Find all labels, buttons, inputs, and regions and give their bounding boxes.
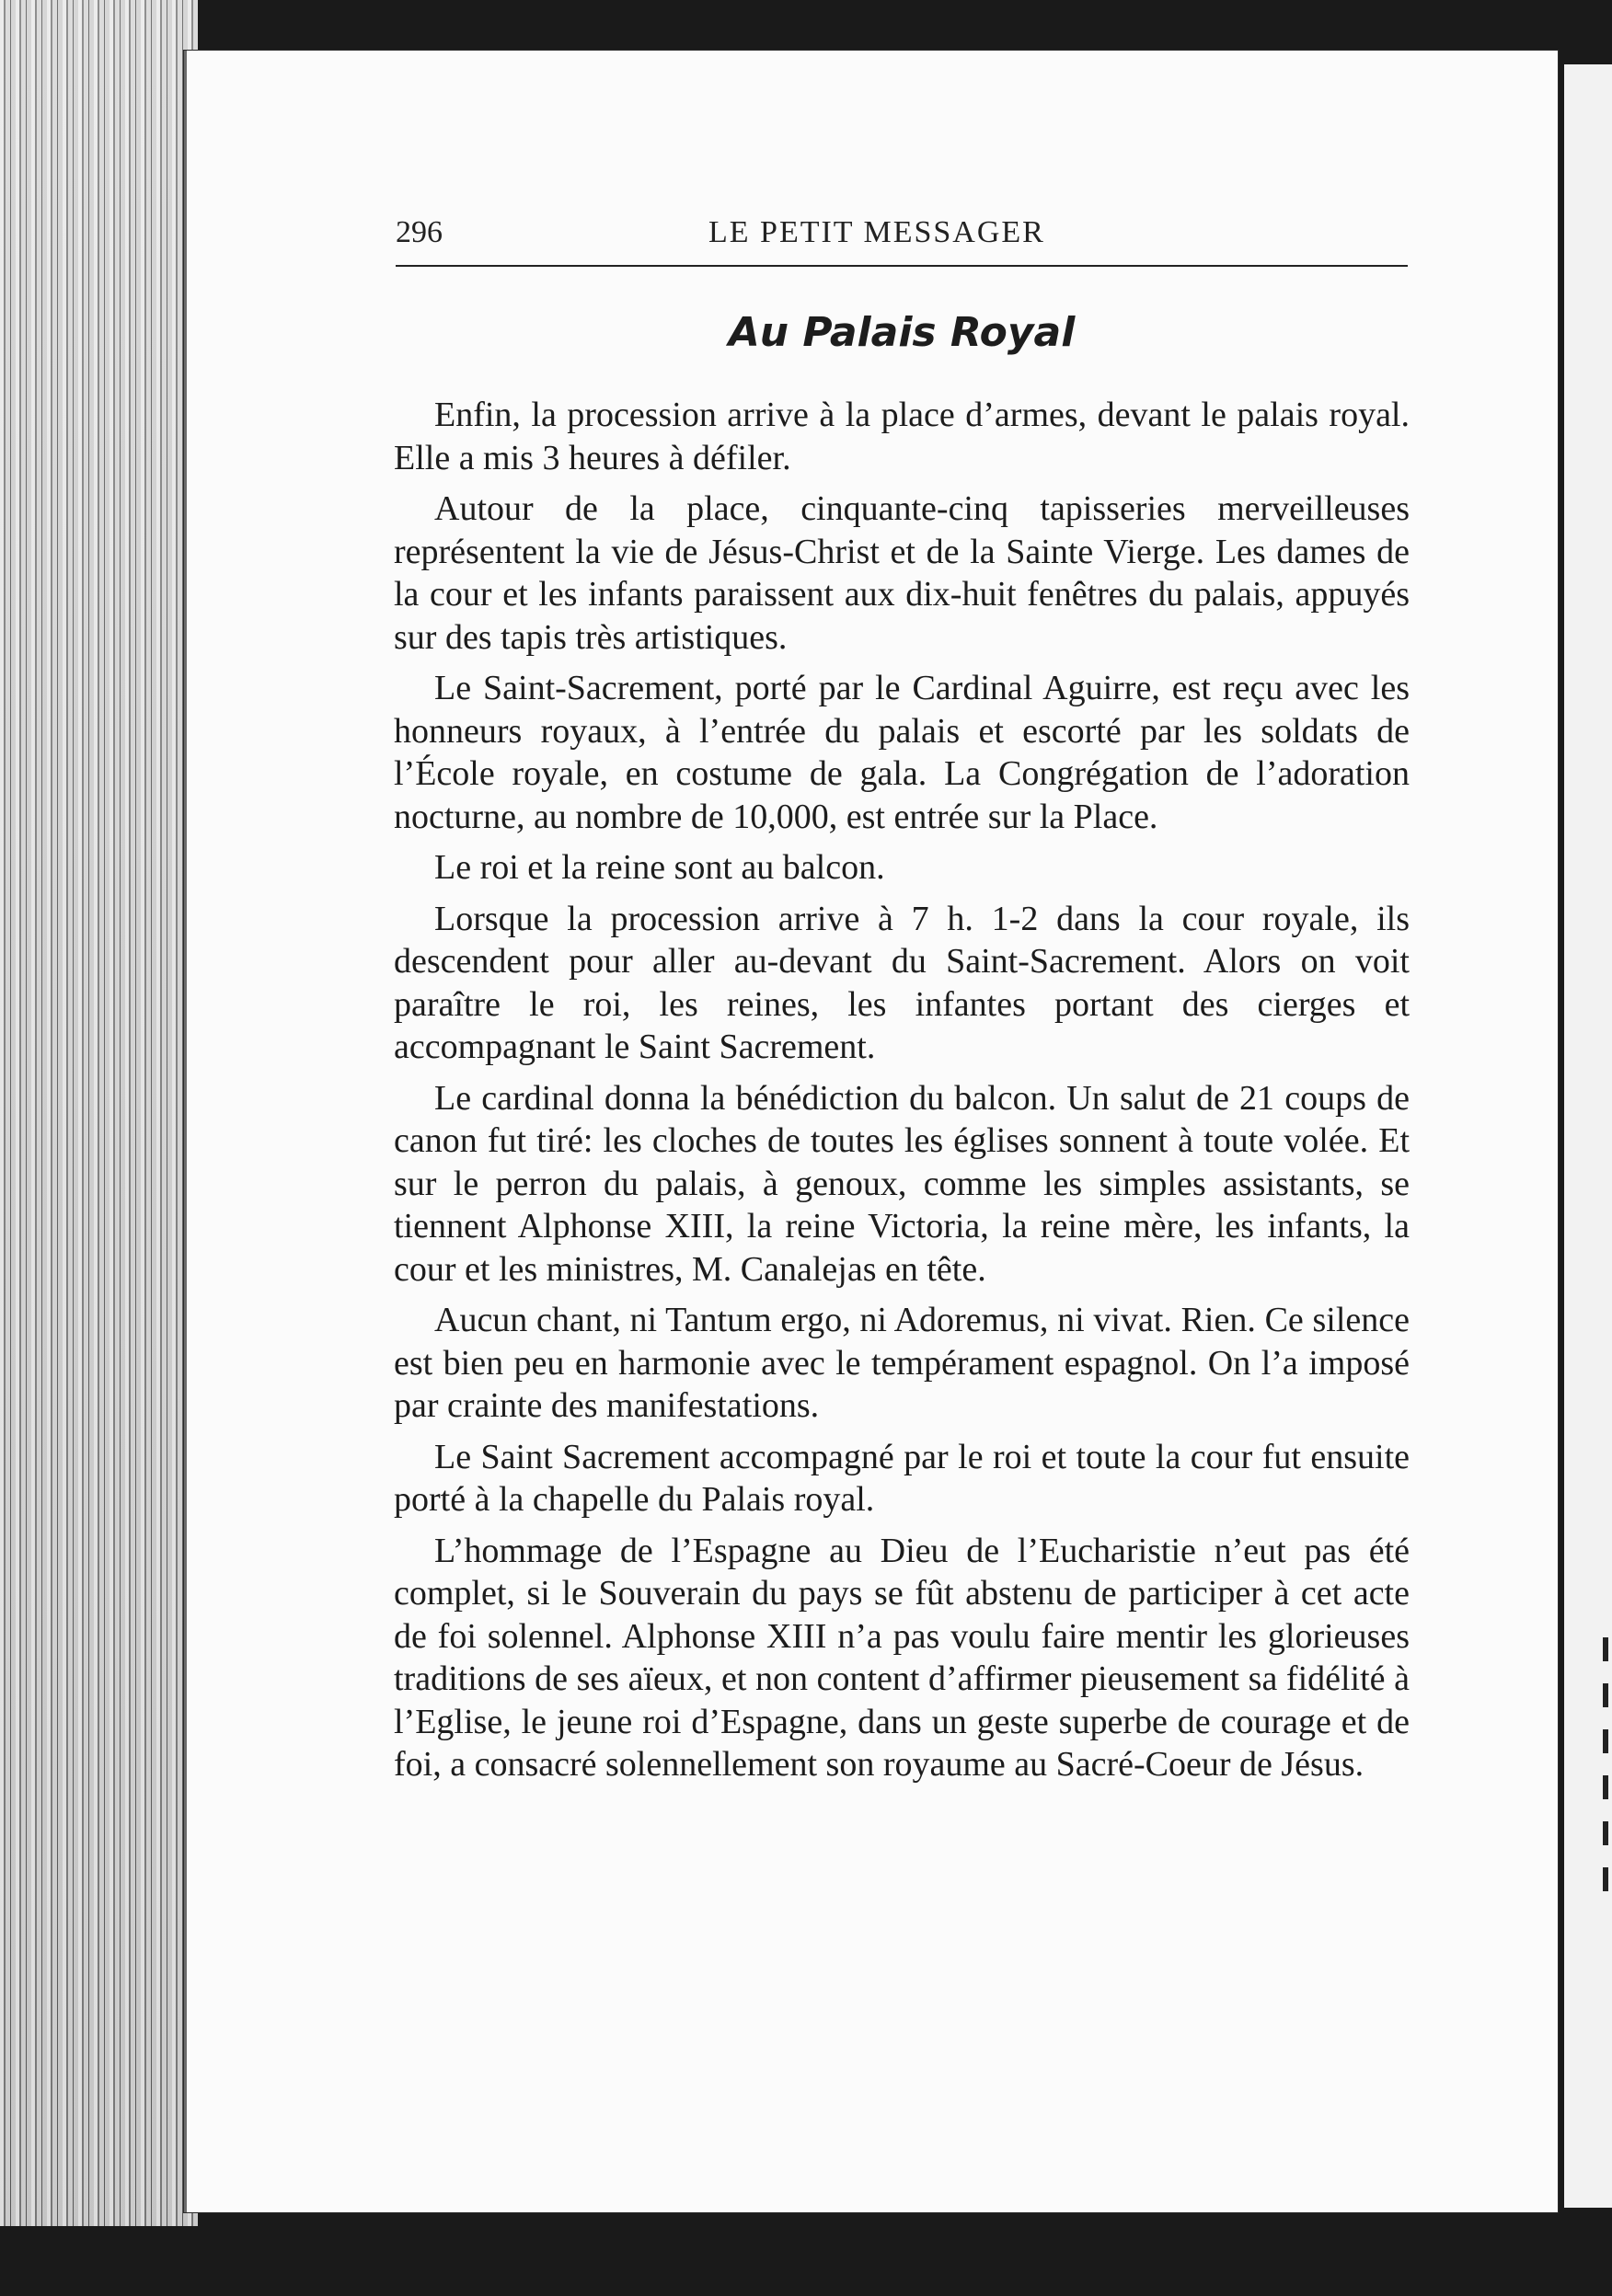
paragraph: L’hommage de l’Espagne au Dieu de l’Eucharistie n’eut pas été complet, si le Souverain du pays se fût abstenu de participer à cet acte de foi solennel. Alphonse XIII n’a pas voulu faire mentir les glorieuses traditions de ses aïeux, et non content d’affirmer pieusement sa fidélité à l’Eglise, le jeune roi d’Espagne, dans un geste superbe de courage et de foi, a consacré solennellement son royaume au Sacré-Coeur de Jésus.: [394, 1531, 1410, 1784]
paragraph: Enfin, la procession arrive à la place d’armes, devant le palais royal. Elle a mis 3 heures à défiler.: [394, 396, 1410, 477]
paragraph: Le roi et la reine sont au balcon.: [434, 848, 885, 887]
article-body: [394, 394, 1410, 1795]
book-page-edges: [0, 0, 198, 2226]
paragraph: Le Saint Sacrement accompagné par le roi et toute la cour fut ensuite porté à la chapelle du Palais royal.: [394, 1437, 1410, 1519]
paragraph: Autour de la place, cinquante-cinq tapisseries merveilleuses représentent la vie de Jésus-Christ et de la Sainte Vierge. Les dames de la cour et les infants paraissent aux dix-huit fenêtres du palais, appuyés sur des tapis très artistiques.: [394, 489, 1410, 657]
page-number: 296: [396, 215, 443, 249]
paragraph: Aucun chant, ni Tantum ergo, ni Adoremus, ni vivat. Rien. Ce silence est bien peu en harmonie avec le tempérament espagnol. On l’a imposé par crainte des manifestations.: [394, 1301, 1410, 1425]
page-header: [396, 210, 1408, 267]
section-title: Au Palais Royal: [728, 309, 1076, 356]
paragraph: Le cardinal donna la bénédiction du balcon. Un salut de 21 coups de canon fut tiré: les cloches de toutes les églises sonnent à toute volée. Et sur le perron du palais, à genoux, comme les simples assistants, se tiennent Alphonse XIII, la reine Victoria, la reine mère, les infants, la cour et les ministres, M. Canalejas en tête.: [394, 1078, 1410, 1289]
paragraph: Le Saint-Sacrement, porté par le Cardinal Aguirre, est reçu avec les honneurs royaux, à l’entrée du palais et escorté par les soldats de l’École royale, en costume de gala. La Congrégation de l’adoration nocturne, au nombre de 10,000, est entrée sur la Place.: [394, 669, 1410, 836]
facing-page-text-fragments: [1603, 1637, 1612, 1913]
running-title: LE PETIT MESSAGER: [708, 215, 1045, 249]
paragraph: Lorsque la procession arrive à 7 h. 1-2 dans la cour royale, ils descendent pour aller au-devant du Saint-Sacrement. Alors on voit paraître le roi, les reines, les infantes portant des cierges et accompagnant le Saint Sacrement.: [394, 899, 1410, 1066]
